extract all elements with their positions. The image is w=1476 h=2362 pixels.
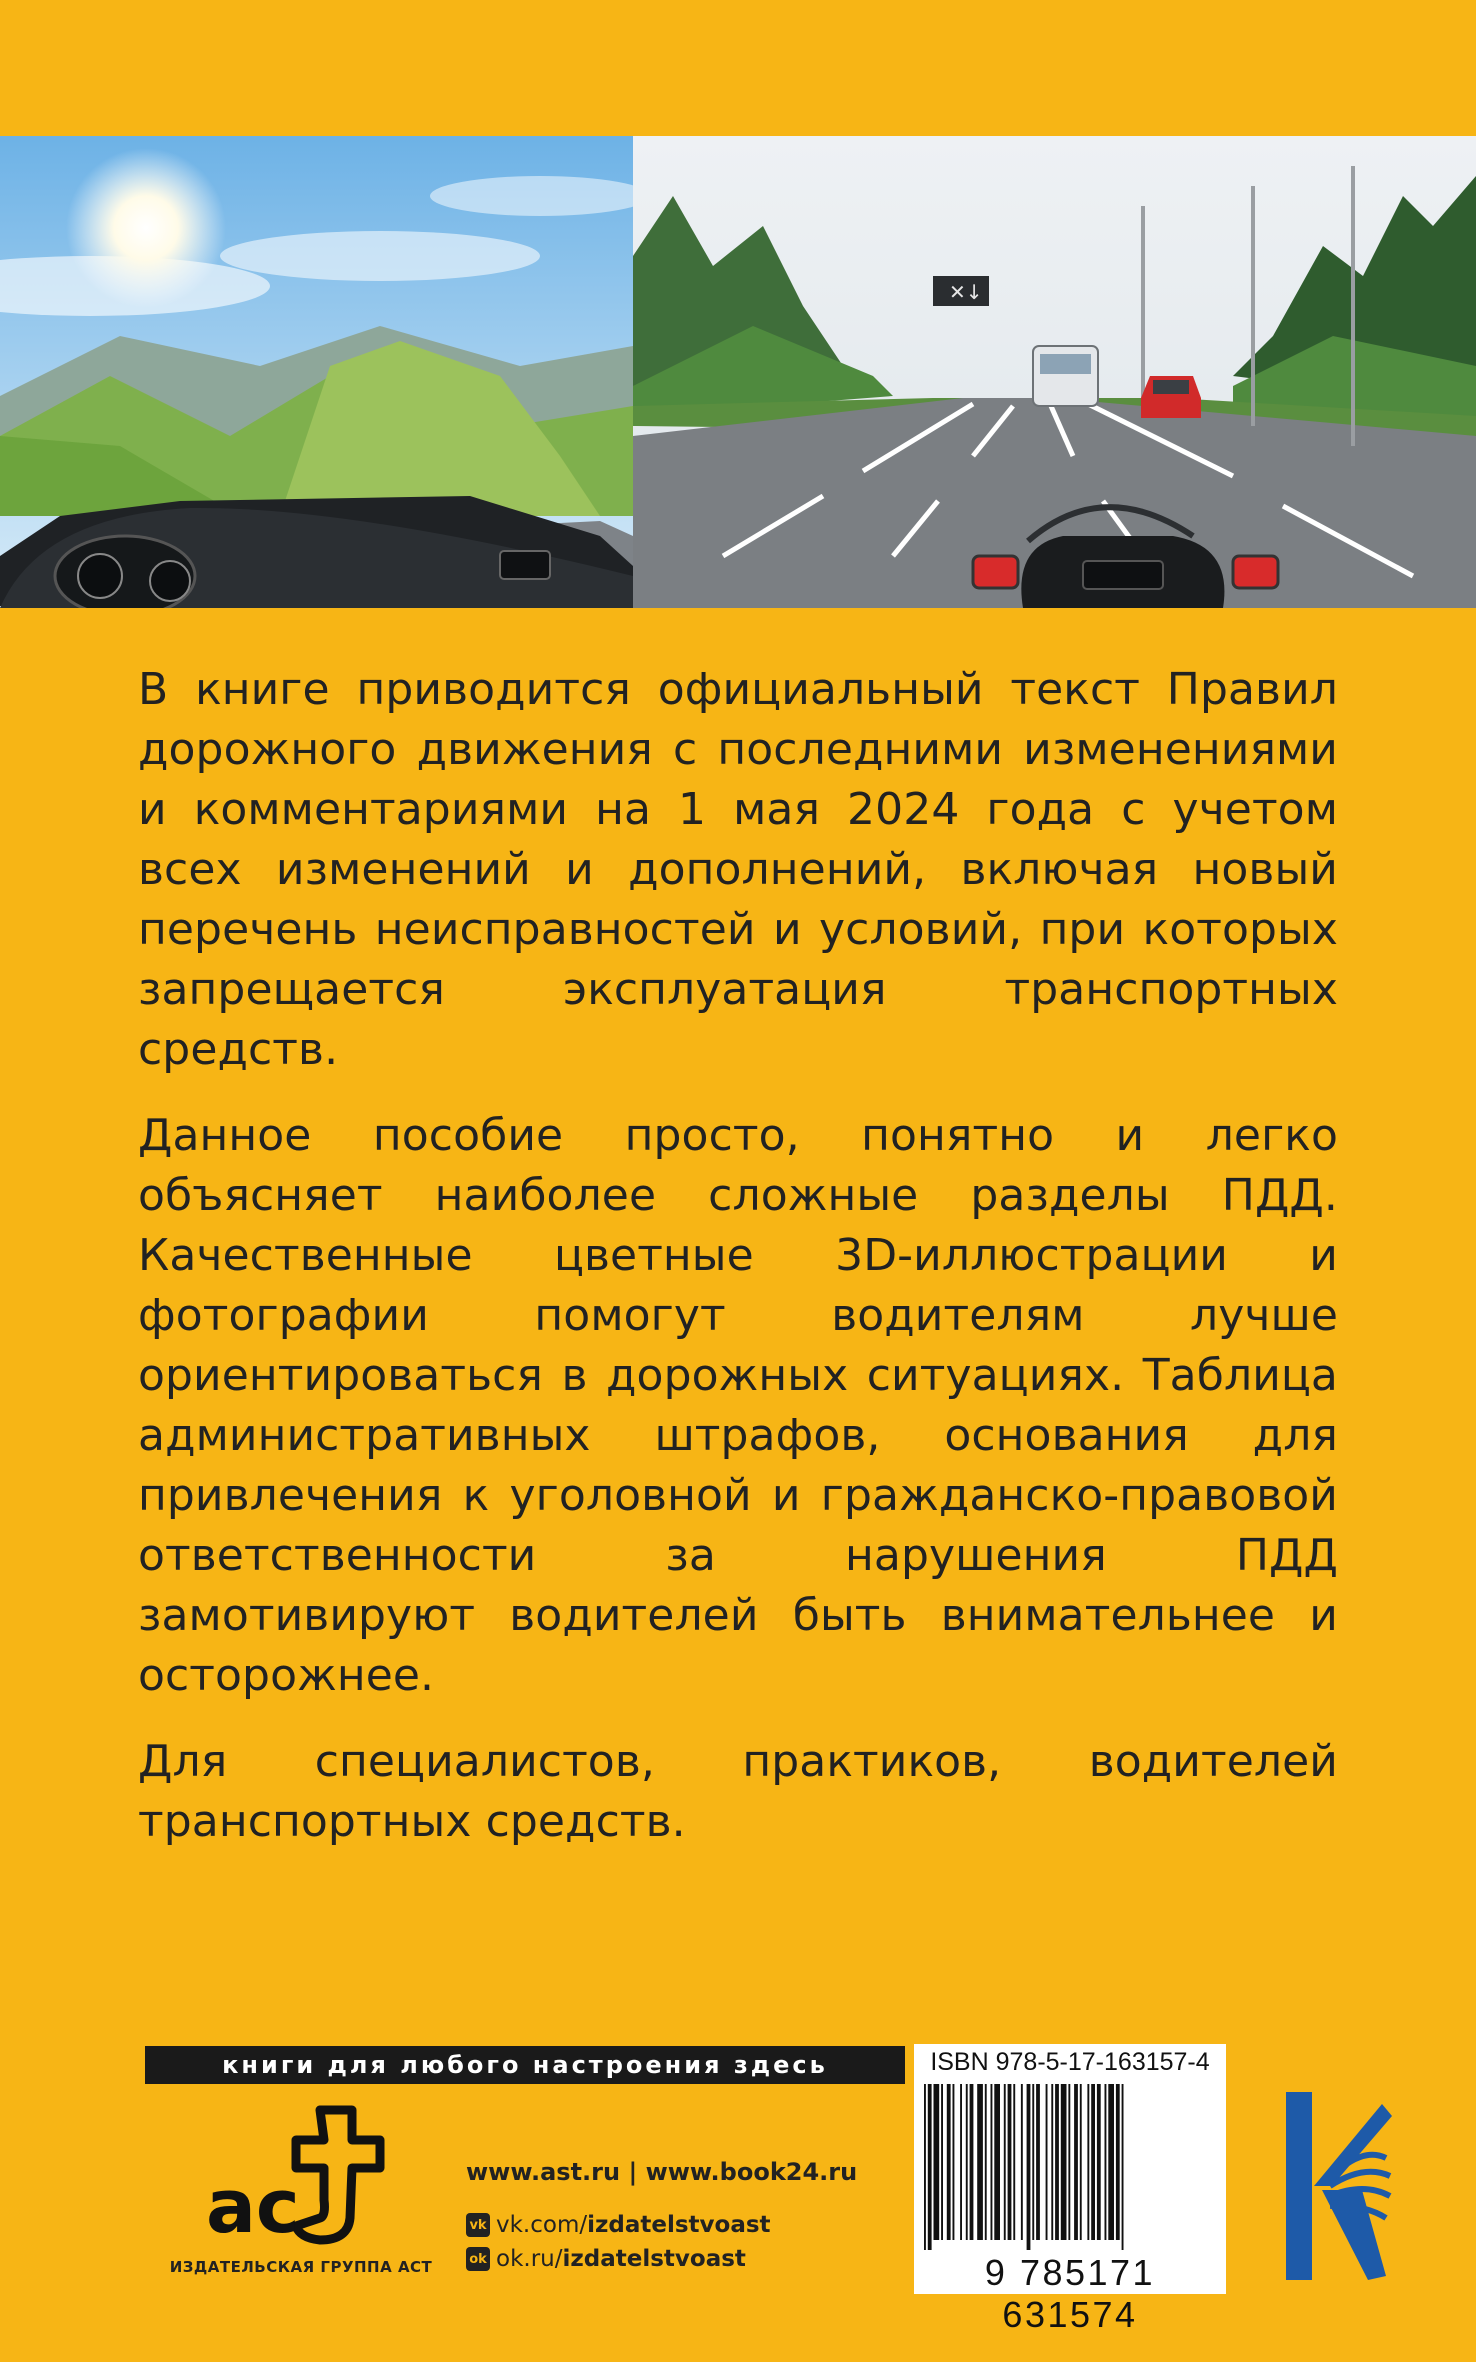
barcode-bar [1013, 2084, 1015, 2240]
ok-link[interactable] [466, 2246, 746, 2272]
barcode-panel [914, 2044, 1226, 2335]
mountain-road-illustration [0, 136, 633, 608]
illustration-strip [0, 136, 1476, 608]
svg-text:✕↓: ✕↓ [949, 280, 983, 304]
barcode-bar [1080, 2084, 1082, 2240]
barcode-bar [985, 2084, 987, 2240]
barcode-bar [1074, 2084, 1078, 2240]
barcode-bar [1097, 2084, 1101, 2240]
book-description [138, 660, 1338, 1878]
barcode-bar [1105, 2084, 1107, 2240]
barcode-bar [1036, 2084, 1040, 2240]
isbn-number: ISBN 978-5-17-163157-4 [930, 2048, 1210, 2076]
barcode-bar [1061, 2084, 1067, 2240]
k-brand-logo [1282, 2086, 1392, 2286]
svg-text:ас: ас [206, 2164, 300, 2250]
barcode-bar [1116, 2084, 1120, 2240]
description-paragraph-2: Данное пособие просто, понятно и легко объясняет наиболее сложные разделы ПДД. Качественные цветные 3D-иллюстрации и фотографии помогут водителям лучше ориентироваться в дорожных ситуациях. Таблица административных штрафов, основания для привлечения к уголовной и гражданско-правовой ответственности за нарушения ПДД замотивируют водителей быть внимательнее и осторожнее. [138, 1110, 1338, 1701]
barcode-bar [934, 2084, 940, 2240]
publisher-group-name: ИЗДАТЕЛЬСКАЯ ГРУППА АСТ [169, 2258, 433, 2276]
motorcycle-highway-illustration [633, 136, 1476, 608]
barcode [920, 2084, 1220, 2250]
barcode-bar [970, 2084, 974, 2240]
vk-icon: vk [466, 2213, 490, 2237]
description-paragraph-3: Для специалистов, практиков, водителей транспортных средств. [138, 1736, 1338, 1847]
barcode-bar [924, 2084, 926, 2250]
barcode-bar [1032, 2084, 1034, 2240]
barcode-bar [1051, 2084, 1053, 2240]
barcode-bar [977, 2084, 983, 2240]
barcode-bar [994, 2084, 1000, 2240]
barcode-bar [941, 2084, 943, 2240]
barcode-bar [953, 2084, 955, 2240]
website-links[interactable]: www.ast.ru | www.book24.ru [466, 2158, 858, 2186]
barcode-bar [966, 2084, 968, 2240]
vk-link[interactable] [466, 2212, 771, 2238]
ok-prefix: ok.ru/ [496, 2246, 563, 2272]
barcode-digits: 9 785171 631574 [984, 2252, 1156, 2335]
ok-icon: ok [466, 2247, 490, 2271]
ast-publisher-logo [200, 2100, 390, 2250]
barcode-bar [1021, 2084, 1023, 2240]
barcode-bar [1008, 2084, 1012, 2240]
barcode-bar [1091, 2084, 1095, 2240]
barcode-bar [1122, 2084, 1124, 2250]
barcode-bar [991, 2084, 993, 2240]
barcode-bar [947, 2084, 951, 2240]
ok-handle: izdatelstvoast [562, 2246, 746, 2272]
vk-handle: izdatelstvoast [587, 2212, 771, 2238]
barcode-bar [1027, 2084, 1031, 2250]
barcode-bar [1087, 2084, 1089, 2240]
barcode-bar [1046, 2084, 1048, 2240]
barcode-bar [1108, 2084, 1114, 2240]
barcode-bar [1004, 2084, 1006, 2240]
vk-prefix: vk.com/ [496, 2212, 588, 2238]
barcode-bar [1068, 2084, 1070, 2240]
barcode-bar [1055, 2084, 1059, 2240]
tagline-bar: книги для любого настроения здесь [145, 2046, 905, 2084]
description-paragraph-1: В книге приводится официальный текст Правил дорожного движения с последними изменениями и комментариями на 1 мая 2024 года с учетом всех изменений и дополнений, включая новый перечень неисправностей и условий, при которых запрещается эксплуатация транспортных средств. [138, 664, 1338, 1075]
barcode-bar [928, 2084, 932, 2250]
barcode-bar [960, 2084, 962, 2240]
